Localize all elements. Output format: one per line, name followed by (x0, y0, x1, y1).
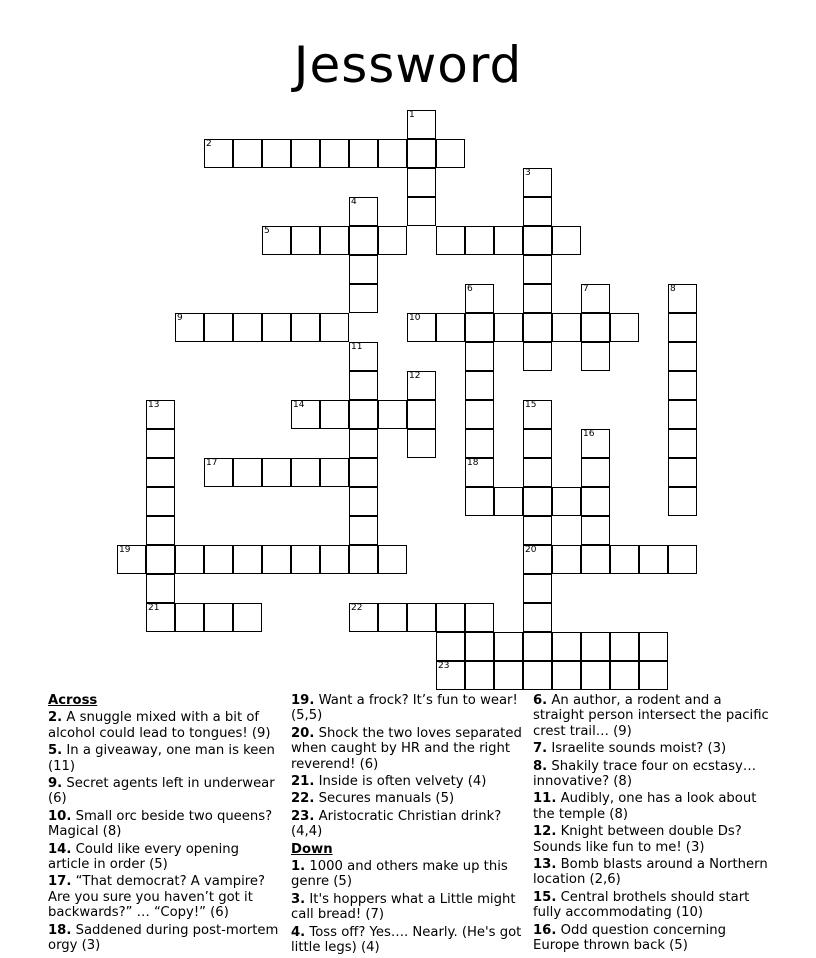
grid-cell[interactable] (610, 632, 639, 661)
grid-cell[interactable] (523, 429, 552, 458)
grid-cell[interactable] (291, 400, 320, 429)
grid-cell[interactable] (349, 487, 378, 516)
grid-cell[interactable] (378, 226, 407, 255)
grid-cell[interactable] (639, 632, 668, 661)
grid-cell[interactable] (552, 313, 581, 342)
grid-cell[interactable] (262, 458, 291, 487)
grid-cell[interactable] (146, 603, 175, 632)
puzzle-title: Jessword (293, 36, 523, 94)
grid-cell[interactable] (581, 632, 610, 661)
grid-cell[interactable] (262, 545, 291, 574)
grid-cell[interactable] (465, 458, 494, 487)
clue-down-6: 6. An author, a rodent and a straight person intersect the pacific crest trail… (9) (533, 693, 769, 739)
clue-across-23: 23. Aristocratic Christian drink? (4,4) (291, 808, 502, 840)
clue-number: 8 (670, 284, 676, 294)
clue-number: 21 (148, 603, 160, 613)
grid-cell[interactable] (146, 458, 175, 487)
grid-cell[interactable] (146, 545, 175, 574)
grid-cell[interactable] (494, 632, 523, 661)
clue-column-3 (533, 693, 773, 956)
grid-cell[interactable] (349, 371, 378, 400)
grid-cell[interactable] (291, 545, 320, 574)
clue-number: 17 (206, 458, 218, 468)
grid-cell[interactable] (523, 313, 552, 342)
grid-cell[interactable] (523, 545, 552, 574)
clue-number: 4 (351, 197, 357, 207)
clue-number: 7 (583, 284, 589, 294)
grid-cell[interactable] (407, 603, 436, 632)
clue-across-17: 17. “That democrat? A vampire? Are you sure you haven’t got it backwards?” … “Copy!” (6) (48, 874, 266, 921)
grid-cell[interactable] (668, 313, 697, 342)
grid-cell[interactable] (117, 545, 146, 574)
clue-across-9: 9. Secret agents left in underwear (6) (48, 776, 275, 807)
grid-cell[interactable] (465, 284, 494, 313)
grid-cell[interactable] (378, 139, 407, 168)
grid-cell[interactable] (349, 255, 378, 284)
clue-number: 20 (525, 545, 537, 555)
clue-number: 15 (525, 400, 537, 410)
grid-cell[interactable] (175, 545, 204, 574)
grid-cell[interactable] (639, 545, 668, 574)
grid-cell[interactable] (610, 661, 639, 690)
grid-cell[interactable] (320, 400, 349, 429)
grid-cell[interactable] (436, 632, 465, 661)
grid-cell[interactable] (523, 487, 552, 516)
grid-cell[interactable] (291, 313, 320, 342)
grid-cell[interactable] (349, 545, 378, 574)
grid-cell[interactable] (320, 313, 349, 342)
clue-down-11: 11. Audibly, one has a look about the temple (8) (533, 791, 757, 822)
grid-cell[interactable] (668, 545, 697, 574)
grid-cell[interactable] (436, 139, 465, 168)
grid-cell[interactable] (233, 313, 262, 342)
clue-number: 6 (467, 284, 473, 294)
clue-across-19: 19. Want a frock? It’s fun to wear! (5,5) (291, 693, 518, 724)
grid-cell[interactable] (523, 632, 552, 661)
clue-number: 12 (409, 371, 421, 381)
clue-number: 14 (293, 400, 305, 410)
grid-cell[interactable] (668, 458, 697, 487)
grid-cell[interactable] (523, 661, 552, 690)
grid-cell[interactable] (523, 603, 552, 632)
grid-cell[interactable] (494, 661, 523, 690)
grid-cell[interactable] (639, 661, 668, 690)
clue-across-14: 14. Could like every opening article in order (5) (48, 841, 239, 873)
grid-cell[interactable] (407, 371, 436, 400)
clue-number: 5 (264, 226, 270, 236)
clue-number: 18 (467, 458, 479, 468)
grid-cell[interactable] (523, 255, 552, 284)
grid-cell[interactable] (436, 661, 465, 690)
grid-cell[interactable] (291, 139, 320, 168)
clue-number: 23 (438, 661, 450, 671)
grid-cell[interactable] (291, 458, 320, 487)
clue-down-1: 1. 1000 and others make up this genre (5) (291, 859, 508, 890)
grid-cell[interactable] (175, 603, 204, 632)
clue-down-13: 13. Bomb blasts around a Northern location (2,6) (533, 857, 768, 888)
grid-cell[interactable] (581, 661, 610, 690)
grid-cell[interactable] (465, 603, 494, 632)
grid-cell[interactable] (668, 284, 697, 313)
grid-cell[interactable] (581, 429, 610, 458)
grid-cell[interactable] (668, 429, 697, 458)
grid-cell[interactable] (146, 574, 175, 603)
clue-across-20: 20. Shock the two loves separated when caught by HR and the right reverend! (6) (291, 725, 522, 772)
grid-cell[interactable] (349, 516, 378, 545)
grid-cell[interactable] (523, 516, 552, 545)
grid-cell[interactable] (465, 487, 494, 516)
grid-cell[interactable] (204, 603, 233, 632)
grid-cell[interactable] (233, 139, 262, 168)
clue-number: 16 (583, 429, 595, 439)
grid-cell[interactable] (204, 139, 233, 168)
grid-cell[interactable] (581, 516, 610, 545)
clue-number: 22 (351, 603, 363, 613)
grid-cell[interactable] (552, 545, 581, 574)
grid-cell[interactable] (581, 545, 610, 574)
grid-cell[interactable] (668, 487, 697, 516)
grid-cell[interactable] (233, 458, 262, 487)
grid-cell[interactable] (523, 342, 552, 371)
grid-cell[interactable] (233, 603, 262, 632)
clue-across-22: 22. Secures manuals (5) (291, 791, 455, 807)
grid-cell[interactable] (378, 545, 407, 574)
grid-cell[interactable] (465, 226, 494, 255)
clue-down-8: 8. Shakily trace four on ecstasy… innovative? (8) (533, 758, 757, 790)
across-heading: Across (48, 693, 98, 708)
grid-cell[interactable] (552, 632, 581, 661)
grid-cell[interactable] (349, 458, 378, 487)
grid-cell[interactable] (465, 661, 494, 690)
grid-cell[interactable] (349, 603, 378, 632)
grid-cell[interactable] (407, 429, 436, 458)
grid-cell[interactable] (146, 400, 175, 429)
grid-cell[interactable] (465, 342, 494, 371)
grid-cell[interactable] (465, 632, 494, 661)
clue-number: 9 (177, 313, 183, 323)
grid-cell[interactable] (146, 429, 175, 458)
clue-column-2 (291, 693, 523, 958)
grid-cell[interactable] (378, 400, 407, 429)
grid-cell[interactable] (523, 400, 552, 429)
grid-cell[interactable] (349, 139, 378, 168)
grid-cell[interactable] (291, 226, 320, 255)
grid-cell[interactable] (320, 226, 349, 255)
grid-cell[interactable] (581, 284, 610, 313)
clue-across-5: 5. In a giveaway, one man is keen (11) (48, 743, 275, 774)
clue-across-10: 10. Small orc beside two queens? Magical (8) (48, 808, 273, 840)
grid-cell[interactable] (349, 429, 378, 458)
grid-cell[interactable] (436, 226, 465, 255)
grid-cell[interactable] (175, 313, 204, 342)
grid-cell[interactable] (494, 487, 523, 516)
grid-cell[interactable] (523, 458, 552, 487)
clue-column-1 (48, 693, 280, 956)
grid-cell[interactable] (668, 342, 697, 371)
grid-cell[interactable] (204, 545, 233, 574)
grid-cell[interactable] (262, 139, 291, 168)
grid-cell[interactable] (407, 168, 436, 197)
grid-cell[interactable] (349, 284, 378, 313)
grid-cell[interactable] (523, 197, 552, 226)
grid-cell[interactable] (349, 226, 378, 255)
grid-cell[interactable] (407, 400, 436, 429)
grid-cell[interactable] (349, 400, 378, 429)
grid-cell[interactable] (581, 313, 610, 342)
grid-cell[interactable] (436, 313, 465, 342)
grid-cell[interactable] (204, 458, 233, 487)
clue-number: 2 (206, 139, 212, 149)
grid-cell[interactable] (523, 574, 552, 603)
grid-cell[interactable] (146, 487, 175, 516)
grid-cell[interactable] (552, 661, 581, 690)
grid-cell[interactable] (465, 313, 494, 342)
clue-number: 10 (409, 313, 421, 323)
grid-cell[interactable] (494, 226, 523, 255)
clue-down-12: 12. Knight between double Ds? Sounds like fun to me! (3) (533, 824, 742, 855)
grid-cell[interactable] (610, 313, 639, 342)
grid-cell[interactable] (320, 458, 349, 487)
clue-number: 1 (409, 110, 415, 120)
grid-cell[interactable] (668, 400, 697, 429)
clue-across-18: 18. Saddened during post-mortem orgy (3) (48, 922, 279, 954)
grid-cell[interactable] (320, 139, 349, 168)
grid-cell[interactable] (407, 139, 436, 168)
clue-down-15: 15. Central brothels should start fully accommodating (10) (533, 889, 750, 921)
grid-cell[interactable] (262, 226, 291, 255)
grid-cell[interactable] (320, 545, 349, 574)
grid-cell[interactable] (552, 487, 581, 516)
grid-cell[interactable] (262, 313, 291, 342)
grid-cell[interactable] (349, 197, 378, 226)
grid-cell[interactable] (146, 516, 175, 545)
clue-down-7: 7. Israelite sounds moist? (3) (533, 741, 727, 757)
grid-cell[interactable] (494, 313, 523, 342)
grid-cell[interactable] (378, 603, 407, 632)
grid-cell[interactable] (407, 313, 436, 342)
grid-cell[interactable] (407, 110, 436, 139)
grid-cell[interactable] (204, 313, 233, 342)
down-heading: Down (291, 841, 333, 857)
grid-cell[interactable] (407, 197, 436, 226)
clue-number: 3 (525, 168, 531, 178)
grid-cell[interactable] (668, 371, 697, 400)
clue-down-16: 16. Odd question concerning Europe thrown back (5) (533, 922, 727, 954)
grid-cell[interactable] (465, 371, 494, 400)
grid-cell[interactable] (581, 342, 610, 371)
grid-cell[interactable] (610, 545, 639, 574)
clue-across-2: 2. A snuggle mixed with a bit of alcohol could lead to tongues! (9) (48, 710, 271, 741)
clue-number: 13 (148, 400, 160, 410)
grid-cell[interactable] (581, 458, 610, 487)
grid-cell[interactable] (523, 226, 552, 255)
grid-cell[interactable] (436, 603, 465, 632)
grid-cell[interactable] (349, 342, 378, 371)
clue-down-4: 4. Toss off? Yes…. Nearly. (He's got little legs) (4) (291, 924, 522, 956)
grid-cell[interactable] (465, 429, 494, 458)
grid-cell[interactable] (523, 168, 552, 197)
grid-cell[interactable] (581, 487, 610, 516)
clue-number: 19 (119, 545, 131, 555)
clue-down-3: 3. It's hoppers what a Little might call bread! (7) (291, 891, 516, 923)
grid-cell[interactable] (523, 284, 552, 313)
clue-across-21: 21. Inside is often velvety (4) (291, 774, 487, 790)
grid-cell[interactable] (233, 545, 262, 574)
grid-cell[interactable] (465, 400, 494, 429)
clue-number: 11 (351, 342, 363, 352)
grid-cell[interactable] (552, 226, 581, 255)
